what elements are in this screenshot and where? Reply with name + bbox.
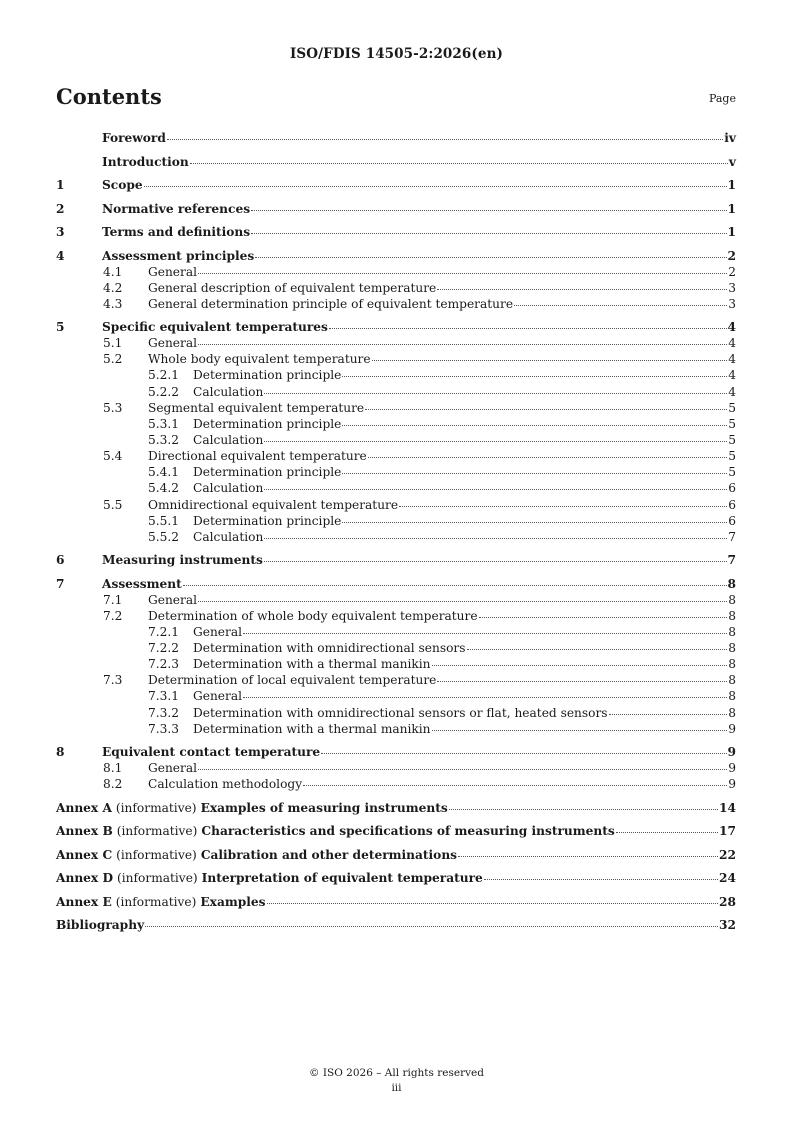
toc-entry-title: General <box>193 689 242 704</box>
toc-entry-number: 4.2 <box>103 280 123 295</box>
toc-entry-page: iv <box>724 131 736 145</box>
dot-leader <box>342 473 727 474</box>
dot-leader <box>264 561 727 562</box>
toc-entry-title: Determination principle <box>193 416 342 431</box>
dot-leader <box>368 457 727 458</box>
toc-entry-number: 5.3 <box>103 400 123 415</box>
toc-entry[interactable] <box>56 776 736 792</box>
toc-entry-title: Determination with omnidirectional sensors or flat, heated sensors <box>193 705 608 720</box>
page-column-label: Page <box>708 92 736 105</box>
toc-entry-page: 8 <box>727 576 736 591</box>
toc-entry-number: 6 <box>56 553 65 568</box>
annex-label: Annex A <box>56 800 112 815</box>
annex-label: Annex B <box>56 824 113 839</box>
toc-entry-title: Calculation <box>193 529 264 544</box>
dot-leader <box>449 809 718 810</box>
toc-entry[interactable] <box>56 688 736 704</box>
toc-entry-page: 8 <box>728 608 736 623</box>
toc-entry-page: 4 <box>728 384 736 399</box>
toc-entry-number: 7.2 <box>103 608 123 623</box>
toc-entry-page: 3 <box>728 280 736 295</box>
dot-leader <box>243 633 727 634</box>
toc-entry-number: 7.3.3 <box>148 721 180 736</box>
dot-leader <box>145 926 718 927</box>
toc-entry-title: Determination with omnidirectional sensors <box>193 641 466 656</box>
toc-annex-entry[interactable] <box>56 894 736 918</box>
dot-leader <box>267 903 719 904</box>
toc-entry-number: 5.5 <box>103 497 123 512</box>
annex-informative-note: (informative) <box>116 824 198 839</box>
toc-entry[interactable] <box>56 640 736 656</box>
toc-entry[interactable] <box>56 592 736 608</box>
toc-entry-number: 5.4.2 <box>148 481 180 496</box>
dot-leader <box>264 393 727 394</box>
toc-entry-number: 4 <box>56 248 65 263</box>
dot-leader <box>479 617 728 618</box>
dot-leader <box>264 538 727 539</box>
dot-leader <box>198 273 727 274</box>
toc-entry-page: 24 <box>719 871 736 886</box>
annex-title: Interpretation of equivalent temperature <box>201 871 483 886</box>
dot-leader <box>609 714 728 715</box>
annex-label: Annex E <box>56 894 112 909</box>
toc-entry[interactable] <box>56 224 736 248</box>
toc-entry-title: Determination with a thermal manikin <box>193 657 431 672</box>
dot-leader <box>198 769 727 770</box>
toc-entry-number: 7.3.2 <box>148 705 180 720</box>
toc-entry-page: 5 <box>728 416 736 431</box>
dot-leader <box>264 441 727 442</box>
toc-entry-number: 7.2.3 <box>148 657 180 672</box>
toc-entry-number: 8 <box>56 745 65 760</box>
toc-entry-number: 3 <box>56 225 65 239</box>
dot-leader <box>432 730 728 731</box>
toc-entry-number: 4.1 <box>103 264 123 279</box>
toc-entry-page: 32 <box>719 918 736 933</box>
toc-entry[interactable] <box>56 448 736 464</box>
toc-entry-number: 7.2.2 <box>148 641 180 656</box>
toc-entry-number: 5.2 <box>103 352 123 367</box>
toc-entry-page: 4 <box>728 352 736 367</box>
dot-leader <box>167 139 723 140</box>
toc-entry-page: 7 <box>727 553 736 568</box>
annex-title: Examples <box>200 894 266 909</box>
toc-entry-title: Omnidirectional equivalent temperature <box>148 497 399 512</box>
toc-entry-page: 8 <box>728 641 736 656</box>
dot-leader <box>484 879 718 880</box>
dot-leader <box>198 344 727 345</box>
toc-entry[interactable] <box>56 656 736 672</box>
toc-entry-number: 7.3.1 <box>148 689 180 704</box>
toc-bibliography-entry[interactable] <box>56 917 736 941</box>
dot-leader <box>329 328 727 329</box>
dot-leader <box>399 506 727 507</box>
toc-entry-number: 5 <box>56 320 65 335</box>
dot-leader <box>144 186 727 187</box>
annex-informative-note: (informative) <box>115 800 197 815</box>
toc-entry-title: General <box>148 264 197 279</box>
annex-informative-note: (informative) <box>117 871 198 886</box>
toc-entry-title: Introduction <box>102 154 189 169</box>
toc-entry-page: 7 <box>728 529 736 544</box>
toc-entry-page: 6 <box>728 497 736 512</box>
toc-entry-number: 5.1 <box>103 336 123 351</box>
toc-entry-page: 1 <box>727 201 736 216</box>
toc-entry-title: Equivalent contact temperature <box>102 745 321 760</box>
toc-entry-page: 5 <box>728 449 736 464</box>
toc-entry-title: Assessment <box>102 576 182 591</box>
toc-entry[interactable] <box>56 513 736 529</box>
toc-entry[interactable] <box>56 154 736 178</box>
toc-entry-title: Foreword <box>102 131 166 145</box>
toc-entry[interactable] <box>56 608 736 624</box>
page-footer <box>0 1066 793 1096</box>
toc-entry-number: 5.5.1 <box>148 513 180 528</box>
toc-entry[interactable] <box>56 497 736 513</box>
toc-entry[interactable] <box>56 760 736 776</box>
dot-leader <box>198 601 727 602</box>
toc-annex-entry[interactable] <box>56 870 736 894</box>
toc-entry[interactable] <box>56 705 736 721</box>
toc-entry[interactable] <box>56 351 736 367</box>
toc-entry[interactable] <box>56 177 736 201</box>
toc-entry-title: Calculation methodology <box>148 777 303 792</box>
toc-entry-page: 9 <box>728 761 736 776</box>
toc-entry-page: 22 <box>719 847 736 862</box>
toc-entry-page: 2 <box>728 264 736 279</box>
toc-entry[interactable] <box>56 416 736 432</box>
toc-entry[interactable] <box>56 480 736 496</box>
toc-entry-title: General <box>148 592 197 607</box>
toc-entry-title: Scope <box>102 178 143 192</box>
toc-entry-page: 14 <box>719 800 736 815</box>
dot-leader <box>432 665 728 666</box>
toc-entry-page: 3 <box>728 296 736 311</box>
dot-leader <box>467 649 728 650</box>
toc-entry-page: 1 <box>727 178 736 192</box>
toc-entry-title: Determination of whole body equivalent temperature <box>148 608 478 623</box>
toc-entry-title: Determination principle <box>193 513 342 528</box>
dot-leader <box>458 856 718 857</box>
toc-entry-page: 8 <box>728 689 736 704</box>
toc-entry-title: Assessment principles <box>102 248 255 263</box>
toc-entry-page: 8 <box>728 624 736 639</box>
annex-informative-note: (informative) <box>115 894 197 909</box>
toc-entry[interactable] <box>56 264 736 280</box>
toc-entry-title: Determination with a thermal manikin <box>193 721 431 736</box>
table-of-contents <box>56 130 736 941</box>
toc-entry-title: General <box>193 624 242 639</box>
toc-entry-title: Determination principle <box>193 465 342 480</box>
toc-entry[interactable] <box>56 624 736 640</box>
copyright-notice: © ISO 2026 – All rights reserved <box>309 1067 484 1079</box>
toc-entry-number: 5.4.1 <box>148 465 180 480</box>
toc-entry[interactable] <box>56 529 736 545</box>
toc-entry-title: Determination principle <box>193 368 342 383</box>
toc-entry-page: 1 <box>727 225 736 239</box>
toc-annex-entry[interactable] <box>56 800 736 824</box>
toc-entry-page: 6 <box>728 481 736 496</box>
dot-leader <box>437 681 727 682</box>
toc-entry-number: 5.2.2 <box>148 384 180 399</box>
toc-entry-number: 8.2 <box>103 777 123 792</box>
dot-leader <box>514 305 727 306</box>
toc-entry-number: 4.3 <box>103 296 123 311</box>
toc-entry[interactable] <box>56 335 736 351</box>
toc-annex-entry[interactable] <box>56 847 736 871</box>
toc-entry-title: Calculation <box>193 432 264 447</box>
toc-entry-page: 8 <box>728 657 736 672</box>
toc-entry-page: 9 <box>727 745 736 760</box>
annex-title: Characteristics and specifications of measuring instruments <box>201 824 615 839</box>
toc-entry-page: v <box>728 154 736 169</box>
toc-entry[interactable] <box>56 464 736 480</box>
toc-entry-page: 5 <box>728 432 736 447</box>
dot-leader <box>365 409 727 410</box>
dot-leader <box>372 360 728 361</box>
toc-entry[interactable] <box>56 384 736 400</box>
contents-heading: Contents <box>56 84 162 109</box>
dot-leader <box>303 785 727 786</box>
toc-entry-page: 8 <box>728 592 736 607</box>
toc-entry-page: 8 <box>728 673 736 688</box>
toc-entry-page: 4 <box>728 368 736 383</box>
toc-entry-number: 7 <box>56 576 65 591</box>
toc-entry-number: 7.2.1 <box>148 624 180 639</box>
toc-entry-title: Segmental equivalent temperature <box>148 400 365 415</box>
toc-entry-page: 9 <box>728 721 736 736</box>
toc-entry-title: Normative references <box>102 201 251 216</box>
dot-leader <box>251 233 726 234</box>
toc-entry-page: 9 <box>728 777 736 792</box>
toc-entry-number: 8.1 <box>103 761 123 776</box>
toc-entry-title: General determination principle of equivalent temperature <box>148 296 514 311</box>
toc-entry-page: 4 <box>727 320 736 335</box>
toc-entry-page: 2 <box>727 248 736 263</box>
toc-entry-title: General <box>148 336 197 351</box>
toc-entry-page: 5 <box>728 465 736 480</box>
toc-entry[interactable] <box>56 130 736 154</box>
toc-entry-page: 4 <box>728 336 736 351</box>
toc-entry-number: 5.4 <box>103 449 123 464</box>
toc-entry-title: Terms and definitions <box>102 225 251 239</box>
dot-leader <box>183 585 727 586</box>
toc-entry-title: Calculation <box>193 384 264 399</box>
toc-entry-title: Directional equivalent temperature <box>148 449 367 464</box>
document-identifier: ISO/FDIS 14505-2:2026(en) <box>289 46 503 62</box>
toc-entry[interactable] <box>56 672 736 688</box>
annex-title: Examples of measuring instruments <box>200 800 448 815</box>
toc-entry-title: Measuring instruments <box>102 553 263 568</box>
toc-entry-title: General <box>148 761 197 776</box>
annex-label: Annex D <box>56 871 114 886</box>
toc-entry[interactable] <box>56 400 736 416</box>
toc-entry-number: 5.5.2 <box>148 529 180 544</box>
annex-informative-note: (informative) <box>116 847 197 862</box>
dot-leader <box>243 697 727 698</box>
annex-label: Annex C <box>56 847 113 862</box>
dot-leader <box>255 257 726 258</box>
toc-entry-number: 1 <box>56 178 65 192</box>
toc-entry-number: 7.3 <box>103 673 123 688</box>
dot-leader <box>342 376 727 377</box>
toc-entry-page: 5 <box>728 400 736 415</box>
toc-entry[interactable] <box>56 201 736 225</box>
dot-leader <box>616 832 718 833</box>
dot-leader <box>190 163 728 164</box>
toc-entry-number: 5.3.1 <box>148 416 180 431</box>
dot-leader <box>437 289 727 290</box>
dot-leader <box>321 753 726 754</box>
dot-leader <box>342 522 727 523</box>
toc-entry[interactable] <box>56 552 736 576</box>
toc-entry-title: Specific equivalent temperatures <box>102 320 328 335</box>
toc-entry[interactable] <box>56 721 736 737</box>
toc-entry-number: 5.3.2 <box>148 432 180 447</box>
toc-entry-title: Bibliography <box>56 918 145 933</box>
toc-entry[interactable] <box>56 296 736 312</box>
toc-entry-page: 28 <box>719 894 736 909</box>
toc-entry-title: Calculation <box>193 481 264 496</box>
toc-entry-number: 2 <box>56 201 65 216</box>
dot-leader <box>342 425 727 426</box>
toc-entry-title: General description of equivalent temperature <box>148 280 437 295</box>
toc-entry-page: 6 <box>728 513 736 528</box>
toc-entry-title: Determination of local equivalent temperature <box>148 673 437 688</box>
toc-entry[interactable] <box>56 280 736 296</box>
toc-entry-title: Whole body equivalent temperature <box>148 352 371 367</box>
dot-leader <box>251 210 726 211</box>
dot-leader <box>264 489 727 490</box>
toc-entry-page: 17 <box>719 824 736 839</box>
toc-entry[interactable] <box>56 432 736 448</box>
toc-entry-number: 5.2.1 <box>148 368 180 383</box>
annex-title: Calibration and other determinations <box>200 847 458 862</box>
toc-entry-page: 8 <box>728 705 736 720</box>
toc-entry-number: 7.1 <box>103 592 123 607</box>
page-number: iii <box>391 1082 402 1094</box>
toc-entry[interactable] <box>56 367 736 383</box>
toc-annex-entry[interactable] <box>56 823 736 847</box>
